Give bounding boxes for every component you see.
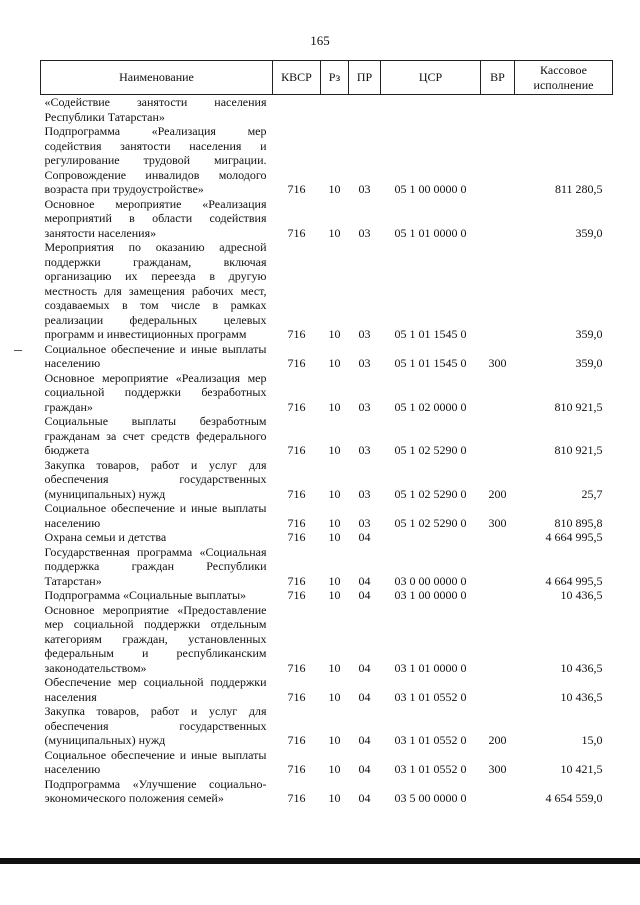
cell-name: Закупка товаров, работ и услуг для обеспечения государственных (муниципальных) нужд	[44, 704, 267, 747]
cell-pr: 03	[358, 515, 371, 530]
cell-vr	[481, 414, 515, 458]
cell-name: Мероприятия по оказанию адресной поддержки гражданам, включая организацию их переезда в другую местность для замещения рабочих мест, создаваемых в том числе в рамках реализации федеральных целевых программ и инвестиционных программ	[44, 240, 267, 341]
cell-csr: 03 1 01 0552 0	[394, 689, 467, 704]
cell-rz: 10	[328, 225, 341, 240]
table-header-row	[41, 61, 613, 95]
cell-amount: 359,0	[575, 327, 603, 341]
table-row	[41, 588, 613, 603]
cell-kvsr: 716	[287, 182, 306, 196]
table-row	[41, 371, 613, 415]
cell-rz: 10	[328, 588, 341, 602]
cell-amount: 4 664 995,5	[545, 573, 603, 588]
cell-kvsr: 716	[287, 791, 306, 805]
cell-pr: 03	[358, 356, 371, 370]
header-name: Наименование	[41, 61, 273, 95]
cell-csr: 03 0 00 0000 0	[394, 573, 467, 588]
cell-amount: 359,0	[575, 356, 603, 370]
cell-amount: 10 436,5	[560, 588, 603, 602]
cell-csr: 05 1 02 5290 0	[394, 486, 467, 501]
page-number: 165	[310, 33, 330, 48]
cell-csr: 05 1 02 5290 0	[394, 515, 467, 530]
cell-vr	[481, 371, 515, 415]
cell-amount: 811 280,5	[554, 182, 603, 196]
cell-csr: 03 1 01 0000 0	[394, 660, 467, 675]
cell-amount	[515, 95, 613, 125]
table-row	[41, 748, 613, 777]
cell-vr	[481, 124, 515, 197]
table-body	[41, 95, 613, 806]
cell-csr: 03 1 00 0000 0	[394, 588, 467, 602]
cell-pr: 04	[358, 791, 371, 805]
cell-rz: 10	[328, 486, 341, 501]
table-row	[41, 414, 613, 458]
cell-kvsr: 716	[287, 443, 306, 457]
budget-table	[40, 60, 613, 806]
cell-name: Закупка товаров, работ и услуг для обеспечения государственных (муниципальных) нужд	[44, 457, 267, 501]
cell-rz: 10	[328, 443, 341, 457]
cell-csr: 05 1 00 0000 0	[394, 182, 467, 196]
header-amount: Кассовое исполнение	[515, 61, 613, 95]
header-vr: ВР	[481, 61, 515, 95]
cell-csr	[381, 95, 481, 125]
table-row	[41, 240, 613, 342]
cell-amount: 10 421,5	[560, 762, 603, 776]
cell-name: Социальное обеспечение и иные выплаты населению	[44, 341, 267, 370]
cell-pr: 04	[358, 689, 371, 704]
cell-rz: 10	[328, 791, 341, 805]
cell-kvsr: 716	[287, 530, 306, 544]
cell-name: Государственная программа «Социальная поддержка граждан Республики Татарстан»	[44, 544, 267, 588]
cell-pr: 04	[358, 588, 371, 602]
cell-csr: 03 1 01 0552 0	[394, 762, 467, 776]
cell-rz: 10	[328, 182, 341, 196]
table-row	[41, 704, 613, 748]
table-row	[41, 458, 613, 502]
cell-vr	[481, 530, 515, 545]
cell-pr: 03	[358, 327, 371, 341]
cell-name: «Содействие занятости населения Республики Татарстан»	[44, 95, 267, 124]
cell-vr: 200	[488, 486, 507, 501]
cell-kvsr: 716	[287, 399, 306, 414]
cell-csr: 05 1 01 0000 0	[394, 225, 467, 240]
cell-vr: 300	[488, 762, 507, 776]
cell-csr	[381, 530, 481, 545]
cell-name: Охрана семьи и детства	[44, 530, 167, 544]
cell-kvsr: 716	[287, 356, 306, 370]
cell-name: Подпрограмма «Улучшение социально-экономического положения семей»	[44, 776, 267, 805]
cell-amount: 359,0	[575, 225, 603, 240]
cell-vr	[481, 95, 515, 125]
cell-pr: 04	[358, 573, 371, 588]
cell-kvsr: 716	[287, 573, 306, 588]
cell-amount: 10 436,5	[560, 689, 603, 704]
table-row	[41, 530, 613, 545]
cell-vr	[481, 675, 515, 704]
cell-name: Подпрограмма «Социальные выплаты»	[44, 588, 247, 602]
table-row	[41, 777, 613, 806]
cell-kvsr: 716	[287, 515, 306, 530]
cell-vr: 300	[488, 356, 507, 370]
cell-amount: 25,7	[581, 486, 603, 501]
cell-csr: 05 1 01 1545 0	[394, 356, 467, 370]
cell-rz: 10	[328, 733, 341, 747]
cell-pr: 03	[358, 486, 371, 501]
table-row	[41, 95, 613, 125]
cell-vr: 300	[488, 515, 507, 530]
cell-kvsr: 716	[287, 762, 306, 776]
cell-pr: 03	[358, 225, 371, 240]
cell-csr: 05 1 02 0000 0	[394, 399, 467, 414]
margin-mark	[14, 350, 22, 351]
cell-amount: 810 921,5	[554, 399, 603, 414]
header-kvsr: КВСР	[273, 61, 321, 95]
cell-vr	[481, 603, 515, 676]
cell-rz: 10	[328, 515, 341, 530]
cell-name: Обеспечение мер социальной поддержки населения	[44, 675, 267, 704]
cell-vr	[481, 545, 515, 589]
table-row	[41, 197, 613, 241]
cell-rz: 10	[328, 762, 341, 776]
cell-name: Социальное обеспечение и иные выплаты населению	[44, 501, 267, 530]
cell-kvsr: 716	[287, 660, 306, 675]
cell-name: Социальные выплаты безработным гражданам за счет средств федерального бюджета	[44, 414, 267, 457]
cell-pr: 04	[358, 762, 371, 776]
cell-amount: 810 895,8	[554, 515, 603, 530]
cell-kvsr: 716	[287, 327, 306, 341]
cell-amount: 4 664 995,5	[545, 530, 603, 544]
cell-vr	[481, 588, 515, 603]
cell-pr: 03	[358, 399, 371, 414]
cell-rz: 10	[328, 660, 341, 675]
cell-name: Социальное обеспечение и иные выплаты населению	[44, 747, 267, 776]
cell-name: Основное мероприятие «Предоставление мер социальной поддержки отдельным категориям граждан, установленных федеральным и республиканским законодательством»	[44, 602, 267, 675]
cell-rz: 10	[328, 399, 341, 414]
cell-pr: 04	[358, 660, 371, 675]
cell-csr: 05 1 02 5290 0	[394, 443, 467, 457]
cell-pr: 04	[358, 530, 371, 544]
cell-vr	[481, 777, 515, 806]
header-rz: Рз	[321, 61, 349, 95]
cell-rz: 10	[328, 573, 341, 588]
table-row	[41, 545, 613, 589]
table-row	[41, 603, 613, 676]
cell-pr	[349, 95, 381, 125]
cell-vr	[481, 240, 515, 342]
cell-name: Подпрограмма «Реализация мер содействия занятости населения и регулирование трудовой миграции. Сопровождение инвалидов молодого возраста при трудоустройстве»	[44, 124, 267, 196]
cell-csr: 03 5 00 0000 0	[394, 791, 467, 805]
cell-kvsr: 716	[287, 588, 306, 602]
cell-amount: 810 921,5	[554, 443, 603, 457]
table-row	[41, 501, 613, 530]
header-csr: ЦСР	[381, 61, 481, 95]
header-pr: ПР	[349, 61, 381, 95]
table-row	[41, 342, 613, 371]
cell-pr: 03	[358, 443, 371, 457]
cell-vr	[481, 197, 515, 241]
cell-kvsr: 716	[287, 486, 306, 501]
cell-amount: 10 436,5	[560, 660, 603, 675]
cell-rz	[321, 95, 349, 125]
cell-csr: 05 1 01 1545 0	[394, 327, 467, 341]
cell-name: Основное мероприятие «Реализация мероприятий в области содействия занятости населения»	[44, 196, 267, 240]
cell-kvsr: 716	[287, 689, 306, 704]
table-row	[41, 675, 613, 704]
cell-rz: 10	[328, 530, 341, 544]
scan-bottom-edge	[0, 858, 640, 864]
table-row	[41, 124, 613, 197]
cell-kvsr	[273, 95, 321, 125]
cell-amount: 4 654 559,0	[545, 791, 603, 805]
cell-pr: 04	[358, 733, 371, 747]
cell-kvsr: 716	[287, 225, 306, 240]
cell-rz: 10	[328, 689, 341, 704]
cell-csr: 03 1 01 0552 0	[394, 733, 467, 747]
cell-amount: 15,0	[581, 733, 603, 747]
cell-rz: 10	[328, 327, 341, 341]
cell-kvsr: 716	[287, 733, 306, 747]
cell-vr: 200	[488, 733, 507, 747]
cell-name: Основное мероприятие «Реализация мер социальной поддержки безработных граждан»	[44, 370, 267, 414]
cell-pr: 03	[358, 182, 371, 196]
cell-rz: 10	[328, 356, 341, 370]
